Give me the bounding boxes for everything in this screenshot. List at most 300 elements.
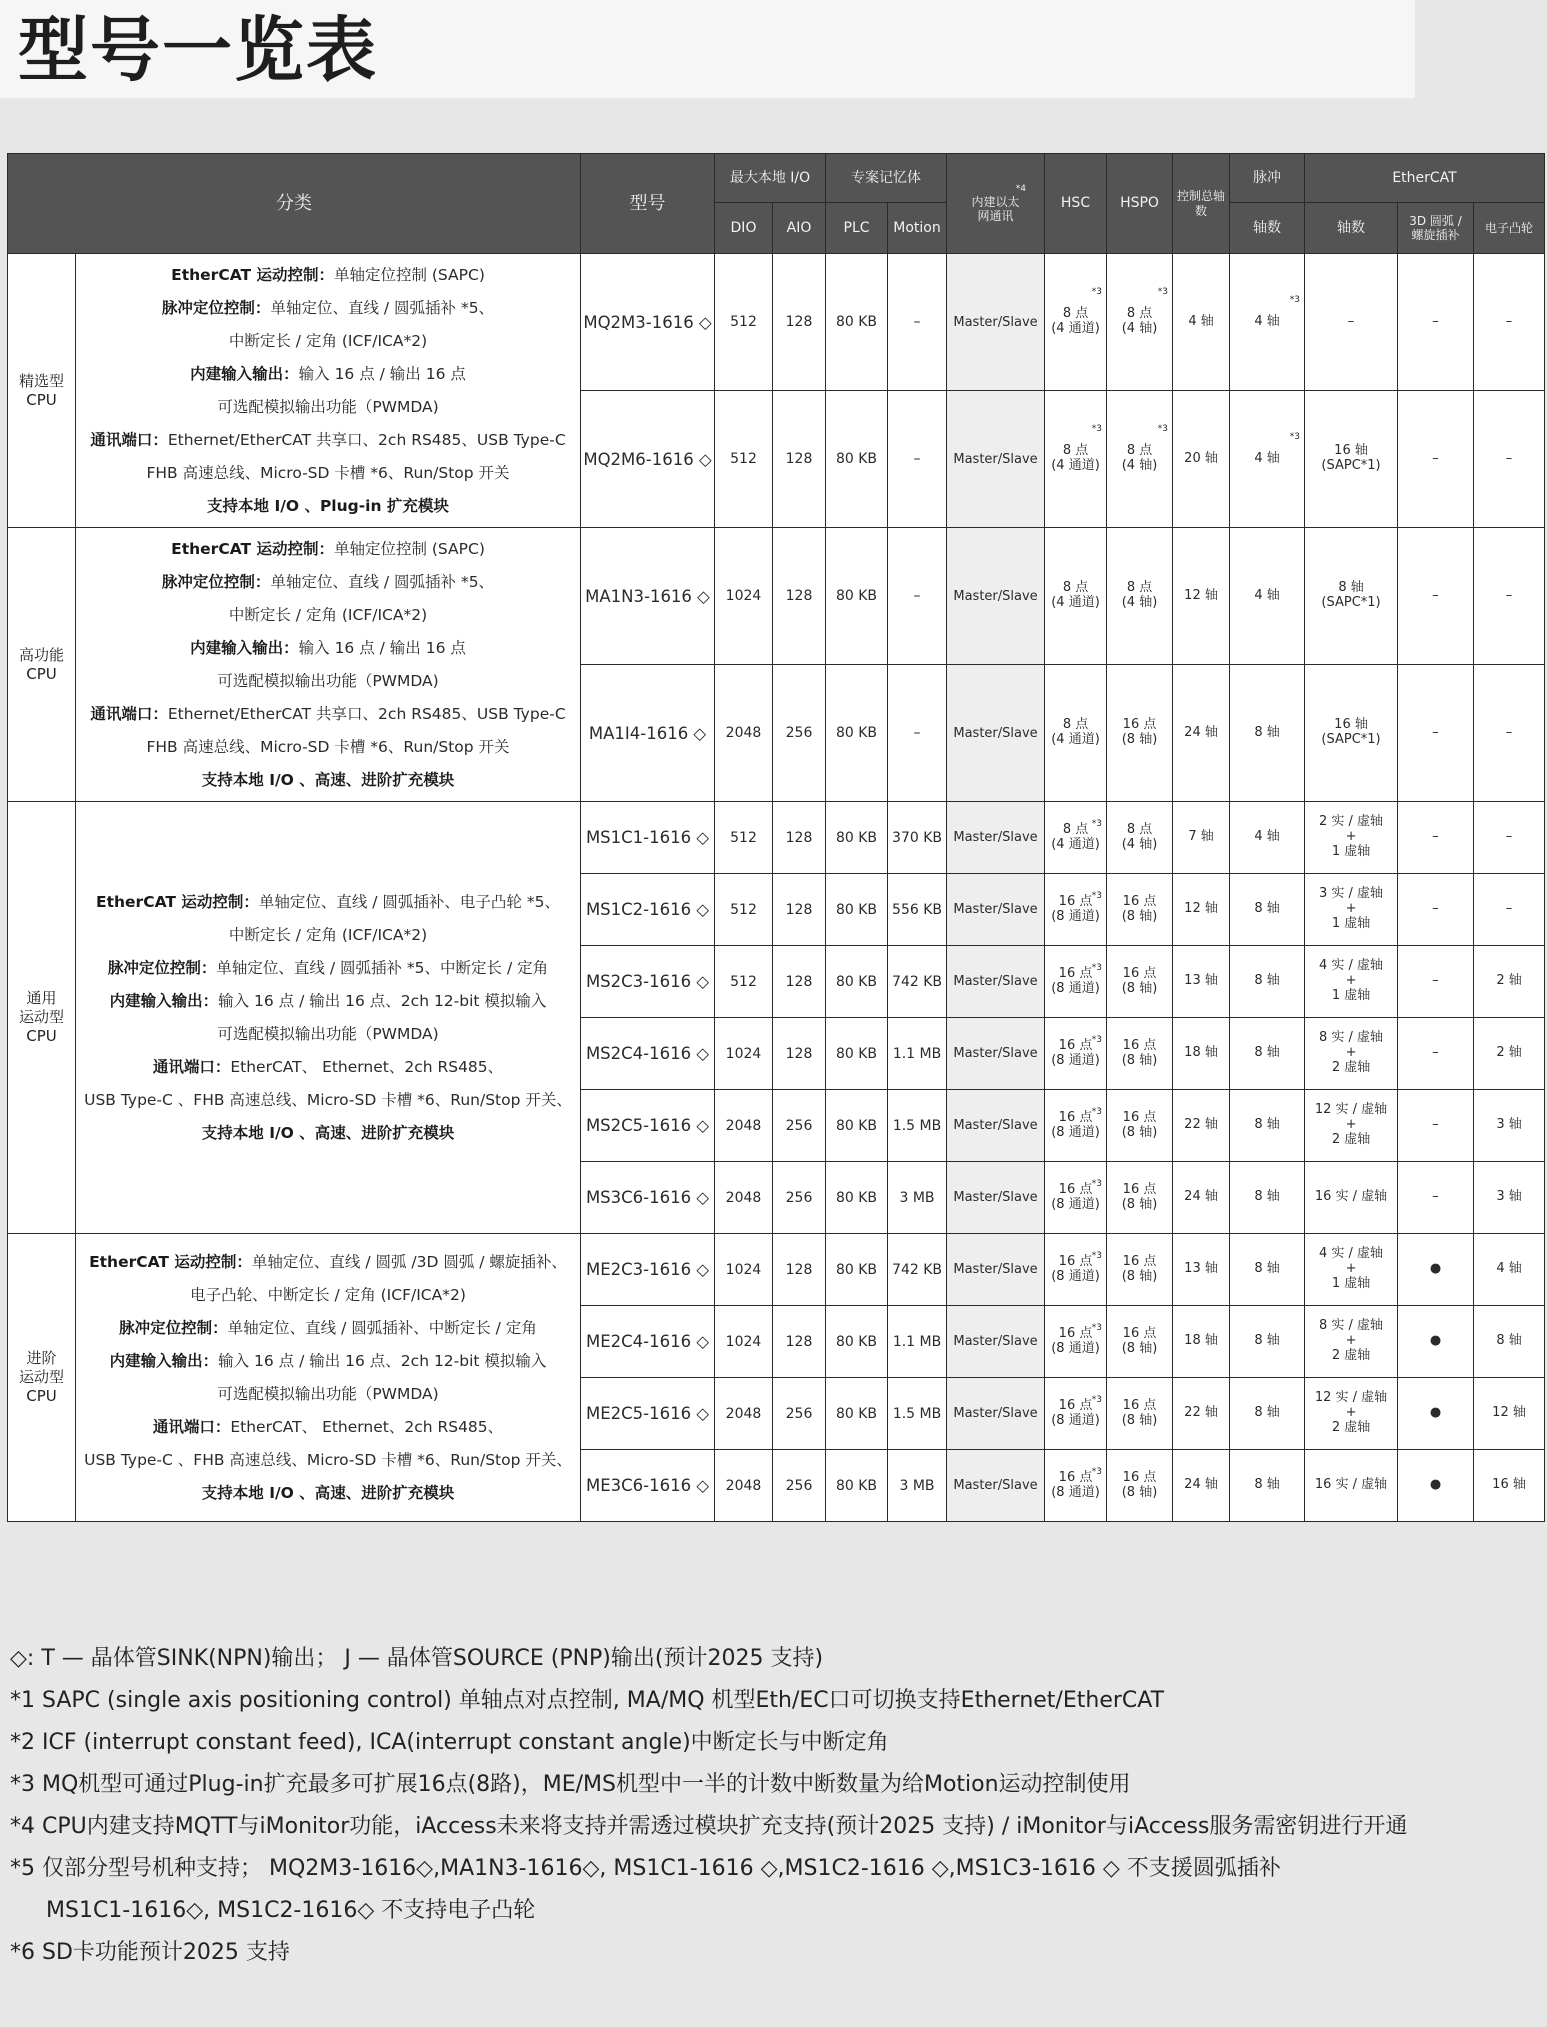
cam-cell: 16 轴 bbox=[1474, 1450, 1545, 1522]
cell-line: 8 轴 bbox=[1254, 1477, 1280, 1493]
header-aio: AIO bbox=[773, 203, 826, 254]
feature-line bbox=[76, 1018, 580, 1051]
cell-line: + bbox=[1345, 829, 1357, 845]
feature-text: 可选配模拟输出功能（PWMDA) bbox=[217, 1024, 439, 1043]
aio-cell: 256 bbox=[773, 1090, 826, 1162]
ethercat-axes-cell bbox=[1305, 1450, 1398, 1522]
hsc-cell bbox=[1045, 391, 1107, 528]
cell-line: (8 通道) bbox=[1051, 1124, 1100, 1140]
cell-line: 8 轴 bbox=[1254, 724, 1280, 740]
cell-line: 进阶 bbox=[26, 1349, 57, 1368]
table-header-row-1 bbox=[8, 154, 1545, 203]
cell-line: 16 轴 bbox=[1334, 717, 1368, 733]
cell-line: 16 点 bbox=[1058, 1037, 1093, 1053]
cell-line: (4 通道) bbox=[1051, 732, 1100, 747]
hspo-cell bbox=[1107, 391, 1173, 528]
pulse-axes-cell bbox=[1230, 1090, 1305, 1162]
cell-line: (8 轴) bbox=[1121, 1268, 1158, 1284]
plc-cell: 80 KB bbox=[826, 1234, 888, 1306]
cell-line: 16 点 bbox=[1058, 1325, 1093, 1341]
feature-text: 输入 16 点 / 输出 16 点、2ch 12-bit 模拟输入 bbox=[218, 1351, 547, 1370]
feature-text: 可选配模拟输出功能（PWMDA) bbox=[217, 397, 439, 416]
cell-line: 8 点 bbox=[1126, 580, 1153, 596]
pulse-axes-cell bbox=[1230, 1306, 1305, 1378]
cell-line: + bbox=[1345, 1333, 1357, 1349]
pulse-axes-cell bbox=[1230, 391, 1305, 528]
dio-cell: 2048 bbox=[715, 665, 773, 802]
ethercat-axes-cell bbox=[1305, 1090, 1398, 1162]
model-cell: ME2C3-1616 ◇ bbox=[581, 1234, 715, 1306]
cell-line: 8 轴 bbox=[1338, 580, 1364, 596]
hsc-cell bbox=[1045, 528, 1107, 665]
cell-line: (8 轴) bbox=[1121, 1412, 1158, 1428]
feature-text: 中断定长 / 定角 (ICF/ICA*2) bbox=[228, 925, 428, 944]
header-pulse: 脉冲 bbox=[1230, 154, 1305, 203]
table-row bbox=[8, 254, 1545, 391]
ethercat-axes-cell bbox=[1305, 1162, 1398, 1234]
motion-cell: – bbox=[888, 665, 947, 802]
aio-cell: 128 bbox=[773, 1234, 826, 1306]
feature-line bbox=[76, 533, 580, 566]
pulse-axes-cell bbox=[1230, 665, 1305, 802]
feature-line bbox=[76, 919, 580, 952]
model-cell: ME3C6-1616 ◇ bbox=[581, 1450, 715, 1522]
cell-line: 16 实 / 虚轴 bbox=[1314, 1477, 1388, 1493]
hsc-note: *3 bbox=[1091, 1107, 1103, 1118]
cell-line: 8 点 bbox=[1062, 443, 1089, 459]
ethernet-cell: Master/Slave bbox=[947, 665, 1045, 802]
motion-cell: 3 MB bbox=[888, 1450, 947, 1522]
hsc-note: *3 bbox=[1091, 1467, 1103, 1478]
hspo-cell bbox=[1107, 1306, 1173, 1378]
hsc-note: *3 bbox=[1091, 1323, 1103, 1334]
cam-cell: – bbox=[1474, 665, 1545, 802]
header-motion: Motion bbox=[888, 203, 947, 254]
aio-cell: 256 bbox=[773, 1162, 826, 1234]
feature-line bbox=[76, 391, 580, 424]
cell-line: (8 通道) bbox=[1051, 1412, 1100, 1428]
ethercat-axes-cell bbox=[1305, 1234, 1398, 1306]
motion-cell: 1.5 MB bbox=[888, 1090, 947, 1162]
feature-text: 输入 16 点 / 输出 16 点 bbox=[298, 364, 466, 383]
aio-cell: 128 bbox=[773, 802, 826, 874]
feature-label: 通讯端口： bbox=[90, 704, 168, 723]
cell-line: 8 轴 bbox=[1254, 901, 1280, 917]
control-axes-cell: 18 轴 bbox=[1173, 1306, 1230, 1378]
cam-cell: – bbox=[1474, 874, 1545, 946]
plc-cell: 80 KB bbox=[826, 391, 888, 528]
header-pulse-axes: 轴数 bbox=[1230, 203, 1305, 254]
control-axes-cell: 20 轴 bbox=[1173, 391, 1230, 528]
arc-3d-cell: ● bbox=[1398, 1378, 1474, 1450]
feature-text: 单轴定位、直线 / 圆弧 /3D 圆弧 / 螺旋插补、 bbox=[251, 1252, 567, 1271]
hspo-cell bbox=[1107, 1234, 1173, 1306]
feature-line bbox=[76, 490, 580, 523]
plc-cell: 80 KB bbox=[826, 528, 888, 665]
cell-line: + bbox=[1345, 1405, 1357, 1421]
cam-cell: 3 轴 bbox=[1474, 1162, 1545, 1234]
pulse-axes-cell bbox=[1230, 1450, 1305, 1522]
control-axes-cell: 22 轴 bbox=[1173, 1378, 1230, 1450]
cam-cell: 12 轴 bbox=[1474, 1378, 1545, 1450]
feature-label: EtherCAT 运动控制： bbox=[171, 265, 334, 284]
ethercat-axes-cell bbox=[1305, 391, 1398, 528]
dio-cell: 1024 bbox=[715, 1234, 773, 1306]
pulse-note: *3 bbox=[1289, 294, 1301, 305]
model-cell: ME2C5-1616 ◇ bbox=[581, 1378, 715, 1450]
feature-line bbox=[76, 599, 580, 632]
control-axes-cell: 24 轴 bbox=[1173, 1450, 1230, 1522]
header-ethernet-label: 内建以太网通讯 bbox=[971, 194, 1020, 223]
header-category: 分类 bbox=[8, 154, 581, 254]
cam-cell: – bbox=[1474, 528, 1545, 665]
header-control-axes-label: 控制总轴数 bbox=[1177, 189, 1226, 218]
dio-cell: 2048 bbox=[715, 1378, 773, 1450]
cell-line: 2 虚轴 bbox=[1331, 1059, 1371, 1075]
feature-description bbox=[76, 254, 581, 528]
cell-line: (8 轴) bbox=[1121, 1340, 1158, 1356]
footnote-line: *6 SD卡功能预计2025 支持 bbox=[10, 1940, 290, 1965]
plc-cell: 80 KB bbox=[826, 802, 888, 874]
header-memory: 专案记忆体 bbox=[826, 154, 947, 203]
cell-line: 2 虚轴 bbox=[1331, 1419, 1371, 1435]
feature-label: 内建输入输出： bbox=[109, 1351, 219, 1370]
hspo-cell bbox=[1107, 665, 1173, 802]
cam-cell: 8 轴 bbox=[1474, 1306, 1545, 1378]
cell-line: 8 轴 bbox=[1254, 1117, 1280, 1133]
feature-text: 输入 16 点 / 输出 16 点 bbox=[298, 638, 466, 657]
category-cell bbox=[8, 528, 76, 802]
feature-text: 单轴定位控制 (SAPC) bbox=[333, 265, 485, 284]
feature-text: FHB 高速总线、Micro-SD 卡槽 *6、Run/Stop 开关 bbox=[146, 737, 510, 756]
cell-line: (8 轴) bbox=[1121, 1484, 1158, 1500]
hsc-cell bbox=[1045, 874, 1107, 946]
cell-line: (4 轴) bbox=[1121, 321, 1158, 336]
pulse-axes-cell bbox=[1230, 1378, 1305, 1450]
cell-line: 16 点 bbox=[1058, 1469, 1093, 1485]
feature-label: 脉冲定位控制： bbox=[161, 298, 271, 317]
feature-line bbox=[76, 424, 580, 457]
hsc-cell bbox=[1045, 1234, 1107, 1306]
ethercat-axes-cell bbox=[1305, 1306, 1398, 1378]
hsc-cell bbox=[1045, 1090, 1107, 1162]
motion-cell: 1.5 MB bbox=[888, 1378, 947, 1450]
cell-line: + bbox=[1345, 1261, 1357, 1277]
plc-cell: 80 KB bbox=[826, 1018, 888, 1090]
feature-label: 脉冲定位控制： bbox=[107, 958, 217, 977]
hsc-cell bbox=[1045, 946, 1107, 1018]
model-cell: MS1C2-1616 ◇ bbox=[581, 874, 715, 946]
hsc-note: *3 bbox=[1091, 819, 1103, 830]
cell-line: 16 点 bbox=[1122, 1469, 1157, 1485]
feature-text: 输入 16 点 / 输出 16 点、2ch 12-bit 模拟输入 bbox=[218, 991, 547, 1010]
aio-cell: 256 bbox=[773, 1450, 826, 1522]
model-cell: MA1N3-1616 ◇ bbox=[581, 528, 715, 665]
cell-line: 4 轴 bbox=[1254, 450, 1280, 466]
footnotes bbox=[0, 1638, 1540, 1974]
feature-line bbox=[76, 952, 580, 985]
pulse-axes-cell bbox=[1230, 528, 1305, 665]
hspo-cell bbox=[1107, 1090, 1173, 1162]
feature-line bbox=[76, 1345, 580, 1378]
cell-line: (8 通道) bbox=[1051, 1268, 1100, 1284]
hsc-cell bbox=[1045, 665, 1107, 802]
cell-line: (8 通道) bbox=[1051, 1340, 1100, 1356]
ethercat-axes-cell bbox=[1305, 254, 1398, 391]
cell-line: 4 轴 bbox=[1254, 829, 1280, 845]
cell-line: 16 点 bbox=[1122, 1325, 1157, 1341]
cell-line: + bbox=[1345, 901, 1357, 917]
model-cell: MS2C3-1616 ◇ bbox=[581, 946, 715, 1018]
hsc-note: *3 bbox=[1091, 1035, 1103, 1046]
cell-line: 8 点 bbox=[1062, 717, 1089, 733]
ethernet-cell: Master/Slave bbox=[947, 1090, 1045, 1162]
dio-cell: 1024 bbox=[715, 528, 773, 665]
cell-line: 16 点 bbox=[1058, 965, 1093, 981]
pulse-axes-cell bbox=[1230, 802, 1305, 874]
cell-line: 16 点 bbox=[1122, 717, 1157, 733]
feature-text: 单轴定位、直线 / 圆弧插补、电子凸轮 *5、 bbox=[258, 892, 560, 911]
dio-cell: 512 bbox=[715, 874, 773, 946]
feature-line bbox=[76, 1084, 580, 1117]
header-cam: 电子凸轮 bbox=[1474, 203, 1545, 254]
plc-cell: 80 KB bbox=[826, 946, 888, 1018]
feature-label: 脉冲定位控制： bbox=[119, 1318, 228, 1337]
cell-line: 精选型 bbox=[18, 371, 64, 390]
dio-cell: 2048 bbox=[715, 1162, 773, 1234]
footnote-line: MS1C1-1616◇, MS1C2-1616◇ 不支持电子凸轮 bbox=[46, 1898, 536, 1923]
arc-3d-cell: – bbox=[1398, 1018, 1474, 1090]
cell-line: 8 轴 bbox=[1254, 1405, 1280, 1421]
hsc-cell bbox=[1045, 1018, 1107, 1090]
cell-line: (8 通道) bbox=[1051, 980, 1100, 996]
model-cell: MS2C5-1616 ◇ bbox=[581, 1090, 715, 1162]
dio-cell: 512 bbox=[715, 946, 773, 1018]
plc-cell: 80 KB bbox=[826, 665, 888, 802]
hsc-cell bbox=[1045, 802, 1107, 874]
dio-cell: 512 bbox=[715, 391, 773, 528]
cell-line: (4 轴) bbox=[1121, 836, 1158, 852]
aio-cell: 256 bbox=[773, 1378, 826, 1450]
ethernet-cell: Master/Slave bbox=[947, 1306, 1045, 1378]
hsc-cell bbox=[1045, 1162, 1107, 1234]
plc-cell: 80 KB bbox=[826, 1450, 888, 1522]
footnote-line: *5 仅部分型号机种支持； MQ2M3-1616◇,MA1N3-1616◇, MS1C1-1616 ◇,MS1C2-1616 ◇,MS1C3-1616 ◇ 不支援圆弧插补 bbox=[10, 1856, 1281, 1881]
footnote-line: *3 MQ机型可通过Plug-in扩充最多可扩展16点(8路)，ME/MS机型中一半的计数中断数量为给Motion运动控制使用 bbox=[10, 1772, 1131, 1797]
category-cell bbox=[8, 254, 76, 528]
hsc-note: *3 bbox=[1091, 1251, 1103, 1262]
header-hspo: HSPO bbox=[1107, 154, 1173, 254]
hsc-cell bbox=[1045, 254, 1107, 391]
cell-line: 8 轴 bbox=[1254, 1333, 1280, 1349]
ethernet-cell: Master/Slave bbox=[947, 254, 1045, 391]
model-cell: ME2C4-1616 ◇ bbox=[581, 1306, 715, 1378]
ethernet-cell: Master/Slave bbox=[947, 802, 1045, 874]
control-axes-cell: 24 轴 bbox=[1173, 665, 1230, 802]
cell-line: (4 通道) bbox=[1051, 321, 1100, 336]
cell-line: 8 轴 bbox=[1254, 1045, 1280, 1061]
cell-line: 16 点 bbox=[1058, 1253, 1093, 1269]
motion-cell: – bbox=[888, 391, 947, 528]
feature-line bbox=[76, 1246, 580, 1279]
feature-description bbox=[76, 802, 581, 1234]
table-row bbox=[8, 1234, 1545, 1306]
control-axes-cell: 13 轴 bbox=[1173, 1234, 1230, 1306]
feature-text: Ethernet/EtherCAT 共享口、2ch RS485、USB Type-C bbox=[167, 430, 566, 449]
cell-line: + bbox=[1345, 1117, 1357, 1133]
ethernet-cell: Master/Slave bbox=[947, 391, 1045, 528]
cell-line: 通用 bbox=[26, 989, 57, 1008]
cam-cell: – bbox=[1474, 391, 1545, 528]
plc-cell: 80 KB bbox=[826, 254, 888, 391]
arc-3d-cell: ● bbox=[1398, 1450, 1474, 1522]
cell-line: 2 虚轴 bbox=[1331, 1347, 1371, 1363]
header-ethernet-note: *4 bbox=[1015, 183, 1027, 194]
cell-line: + bbox=[1345, 973, 1357, 989]
feature-label: 支持本地 I/O 、高速、进阶扩充模块 bbox=[201, 1483, 455, 1502]
header-max-local-io: 最大本地 I/O bbox=[715, 154, 826, 203]
feature-text: USB Type-C 、FHB 高速总线、Micro-SD 卡槽 *6、Run/Stop 开关、 bbox=[84, 1090, 572, 1109]
feature-line bbox=[76, 1477, 580, 1510]
pulse-axes-cell bbox=[1230, 874, 1305, 946]
cam-cell: – bbox=[1474, 802, 1545, 874]
ethernet-cell: Master/Slave bbox=[947, 1018, 1045, 1090]
cell-line: (4 通道) bbox=[1051, 595, 1100, 610]
feature-line bbox=[76, 632, 580, 665]
dio-cell: 1024 bbox=[715, 1018, 773, 1090]
header-ethercat: EtherCAT bbox=[1305, 154, 1545, 203]
arc-3d-cell: ● bbox=[1398, 1306, 1474, 1378]
cell-line: 4 轴 bbox=[1254, 587, 1280, 603]
header-model: 型号 bbox=[581, 154, 715, 254]
control-axes-cell: 13 轴 bbox=[1173, 946, 1230, 1018]
table-row bbox=[8, 528, 1545, 665]
aio-cell: 128 bbox=[773, 1018, 826, 1090]
plc-cell: 80 KB bbox=[826, 1306, 888, 1378]
plc-cell: 80 KB bbox=[826, 1162, 888, 1234]
cell-line: 16 轴 bbox=[1334, 443, 1368, 459]
pulse-axes-cell bbox=[1230, 946, 1305, 1018]
ethercat-axes-cell bbox=[1305, 1378, 1398, 1450]
cell-line: 16 实 / 虚轴 bbox=[1314, 1189, 1388, 1205]
control-axes-cell: 24 轴 bbox=[1173, 1162, 1230, 1234]
ethercat-axes-cell bbox=[1305, 946, 1398, 1018]
ethercat-axes-cell bbox=[1305, 802, 1398, 874]
feature-label: 通讯端口： bbox=[152, 1417, 231, 1436]
cell-line: – bbox=[1347, 313, 1355, 329]
feature-line bbox=[76, 985, 580, 1018]
feature-line bbox=[76, 1117, 580, 1150]
cell-line: 运动型 bbox=[18, 1368, 64, 1387]
feature-line bbox=[76, 325, 580, 358]
feature-text: Ethernet/EtherCAT 共享口、2ch RS485、USB Type-C bbox=[167, 704, 566, 723]
dio-cell: 512 bbox=[715, 254, 773, 391]
ethernet-cell: Master/Slave bbox=[947, 528, 1045, 665]
cell-line: 16 点 bbox=[1122, 1253, 1157, 1269]
hspo-cell bbox=[1107, 874, 1173, 946]
cell-line: 高功能 bbox=[18, 645, 64, 664]
cell-line: 8 实 / 虚轴 bbox=[1318, 1030, 1384, 1046]
cell-line: 8 点 bbox=[1062, 580, 1089, 596]
cell-line: + bbox=[1345, 1045, 1357, 1061]
cell-line: (8 轴) bbox=[1121, 1196, 1158, 1212]
cell-line: 3 实 / 虚轴 bbox=[1318, 886, 1384, 902]
footnote-line: *1 SAPC (single axis positioning control) 单轴点对点控制, MA/MQ 机型Eth/EC口可切换支持Ethernet/EtherCAT bbox=[10, 1688, 1165, 1713]
hsc-note: *3 bbox=[1091, 1179, 1103, 1190]
feature-text: 单轴定位、直线 / 圆弧插补 *5、 bbox=[270, 572, 495, 591]
cell-line: CPU bbox=[26, 390, 57, 409]
motion-cell: 370 KB bbox=[888, 802, 947, 874]
cell-line: (SAPC*1) bbox=[1321, 458, 1381, 473]
feature-description bbox=[76, 528, 581, 802]
cell-line: 1 虚轴 bbox=[1331, 843, 1371, 859]
table-row bbox=[8, 802, 1545, 874]
cell-line: 8 轴 bbox=[1254, 1261, 1280, 1277]
hsc-note: *3 bbox=[1091, 286, 1103, 297]
feature-line bbox=[76, 259, 580, 292]
cam-cell: 2 轴 bbox=[1474, 1018, 1545, 1090]
model-spec-table bbox=[7, 153, 1545, 1522]
cam-cell: 2 轴 bbox=[1474, 946, 1545, 1018]
header-dio: DIO bbox=[715, 203, 773, 254]
ethercat-axes-cell bbox=[1305, 874, 1398, 946]
feature-line bbox=[76, 1312, 580, 1345]
cell-line: 16 点 bbox=[1058, 1181, 1093, 1197]
cell-line: 8 点 bbox=[1126, 443, 1153, 459]
cell-line: (SAPC*1) bbox=[1321, 732, 1381, 747]
plc-cell: 80 KB bbox=[826, 1090, 888, 1162]
cell-line: 1 虚轴 bbox=[1331, 987, 1371, 1003]
model-cell: MA1I4-1616 ◇ bbox=[581, 665, 715, 802]
dio-cell: 2048 bbox=[715, 1450, 773, 1522]
arc-3d-cell: – bbox=[1398, 1162, 1474, 1234]
feature-text: 可选配模拟输出功能（PWMDA) bbox=[217, 1384, 439, 1403]
feature-line bbox=[76, 886, 580, 919]
cell-line: 16 点 bbox=[1122, 1397, 1157, 1413]
feature-text: EtherCAT、 Ethernet、2ch RS485、 bbox=[230, 1057, 504, 1076]
cell-line: 8 轴 bbox=[1254, 973, 1280, 989]
control-axes-cell: 22 轴 bbox=[1173, 1090, 1230, 1162]
category-cell bbox=[8, 1234, 76, 1522]
cell-line: 8 点 bbox=[1126, 306, 1153, 322]
feature-text: 电子凸轮、中断定长 / 定角 (ICF/ICA*2) bbox=[190, 1285, 466, 1304]
hspo-cell bbox=[1107, 1450, 1173, 1522]
arc-3d-cell: – bbox=[1398, 254, 1474, 391]
footnote-line: *2 ICF (interrupt constant feed), ICA(interrupt constant angle)中断定长与中断定角 bbox=[10, 1730, 889, 1755]
cell-line: (8 通道) bbox=[1051, 1196, 1100, 1212]
cell-line: 2 虚轴 bbox=[1331, 1131, 1371, 1147]
cell-line: (8 轴) bbox=[1121, 1124, 1158, 1140]
pulse-note: *3 bbox=[1289, 431, 1301, 442]
cell-line: 8 点 bbox=[1062, 306, 1089, 322]
feature-text: EtherCAT、 Ethernet、2ch RS485、 bbox=[230, 1417, 504, 1436]
hsc-cell bbox=[1045, 1450, 1107, 1522]
table-body bbox=[8, 254, 1545, 1522]
hspo-note: *3 bbox=[1157, 423, 1169, 434]
model-cell: MQ2M6-1616 ◇ bbox=[581, 391, 715, 528]
cell-line: 16 点 bbox=[1122, 1109, 1157, 1125]
feature-text: USB Type-C 、FHB 高速总线、Micro-SD 卡槽 *6、Run/Stop 开关、 bbox=[84, 1450, 572, 1469]
ethercat-axes-cell bbox=[1305, 1018, 1398, 1090]
cam-cell: 4 轴 bbox=[1474, 1234, 1545, 1306]
feature-label: 脉冲定位控制： bbox=[161, 572, 271, 591]
ethercat-axes-cell bbox=[1305, 528, 1398, 665]
feature-line bbox=[76, 1279, 580, 1312]
motion-cell: 1.1 MB bbox=[888, 1018, 947, 1090]
motion-cell: – bbox=[888, 254, 947, 391]
cell-line: 2 实 / 虚轴 bbox=[1318, 814, 1384, 830]
cell-line: 8 点 bbox=[1126, 821, 1153, 837]
